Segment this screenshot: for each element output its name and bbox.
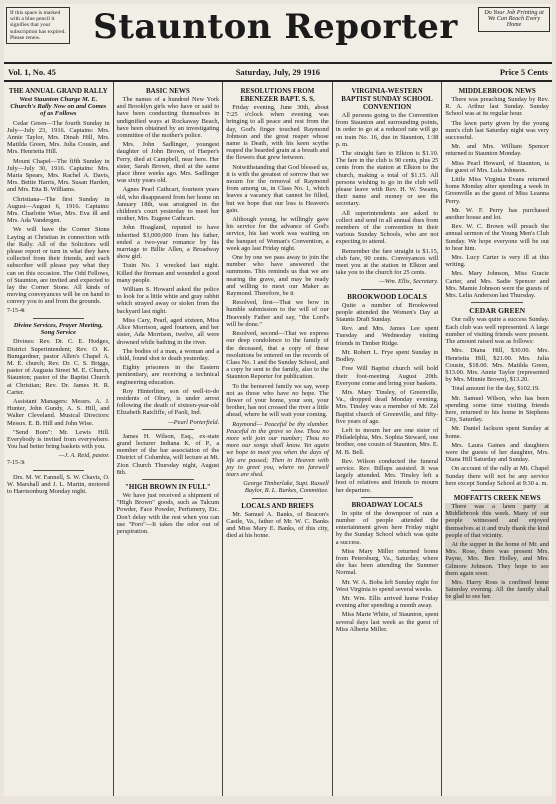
paragraph: Mrs. Mary Tinsley, of Greenville, Va., dropped dead Monday evening. Mrs. Tinsley was a member of Mt. Zel Baptist church of Greenville, and fifty-five years of age. [335, 388, 439, 425]
paragraph: There was preaching Sunday by Rev. R. A. Arthur last Sunday. Sunday School was at its regular hour. [445, 96, 549, 118]
rally-list: Mrs. Diana Hill, $30.00. Mrs. Henrietta Hill, $21.00. Mrs. Julia Cousin, $18.00. Mrs. Matilda Green, $13.00. Mrs. Annie Taylor (represented by Mrs. Minnie Brown), $13.20. [445, 347, 549, 384]
masthead [4, 4, 552, 64]
paragraph: In spite of the downpour of rain a number of people attended the entertainment given here Friday night by the Sunday School which was quite a success. [335, 509, 439, 546]
paragraph: Little Miss Virginia Evans returned home Monday after spending a week in Greenville as the guest of Miss Leanna Perry. [445, 176, 549, 205]
paragraph: The straight fare to Elkton is $1.10. The fare in the club is 90 cents, plus 25 cents from the station at Elkton to the church, making a total of $1.15. All persons wishing to go in the club will please leave with Rev. H. W. Swann, their name and money or see the secretary. [335, 150, 439, 208]
paragraph: Assistant Managers: Messrs. A. J. Hunter, John Gundy, A. S. Hill, and Walter Cleveland. Musical Directors: Messrs. E. B. Hill and John Wise. [7, 397, 110, 427]
paragraph: Roy Hinterliter, son of well-to-do residents of Olney, is under arrest following the death of sixteen-year-old Elizabeth Ratcliffe, of Paoli, Ind. [116, 387, 220, 417]
signature: —Pearl Porterfield. [168, 418, 220, 426]
paragraph: Mr. Daniel Jackson spent Sunday at home. [445, 425, 549, 440]
paragraph: Quite a number of Brookwood people attended the Women's Day at Staunts Draft Sunday. [335, 301, 439, 324]
dateline [4, 64, 552, 82]
paragraph: Divines: Rev. Dr. C. E. Hodges, District Superintendent; Rev. O. K. Bumgardner, pastor Allen's Chapel A. M. E. church; Rev. Dr. C. S. Briggs, pastor of Augusta Street M. E. Church, Staunton; pastor of the Baptist Church at Christian; Rev. Dr. James H. R. Carter. [7, 338, 110, 396]
code-line: 7-15-3t [7, 459, 25, 466]
paragraph: Mr. Samuel A. Banks, of Beacon's Castle, Va., father of Mr. W. C. Banks and Miss Mary E. Banks, of this city, died at his home. [226, 510, 329, 540]
paragraph: Mr. W. A. Boba left Sunday night for West Virginia to spend several weeks. [335, 578, 439, 593]
article-heading: MOFFATTS CREEK NEWS [453, 493, 541, 502]
column-5 [442, 82, 552, 796]
column-1 [4, 82, 114, 796]
paragraph: Rev. and Mrs. James Lee spent Tuesday and Wednesday visiting friends in Timber Ridge. [335, 325, 439, 347]
article-heading: BASIC NEWS [146, 87, 190, 95]
divider [142, 429, 193, 430]
paragraph: Left to mourn her are one sister of Philadelphia, Mrs. Sophia Steward, one brother, one cousin of Staunton, Mrs. E. M. B. Bell. [335, 426, 439, 456]
divider [471, 490, 523, 491]
right-ear-notice: Do Your Job Printing at We Can Reach Every Home [478, 7, 550, 32]
divider [471, 302, 523, 303]
paragraph: Mrs. Mary Johnson, Miss Gracie Carter, and Mrs. Sadie Spencer and Mrs. Mamie Johnson were the guests of Mrs. Lelia Anderson last Thursday. [445, 270, 549, 300]
paragraph: Miss Mary Miller returned home from Petersburg, Va., Saturday, where she has been attending the Summer Normal. [335, 547, 439, 577]
paragraph: James H. Wilson, Esq., ex-state grand lecturer Indiana K. of P., a member of the bar association of the District of Columbia, will lecture at Mt. Zion Church Thursday night, August 8th. [116, 432, 220, 476]
paragraph: There was a lawn party at Middlebrook this week. Many of our people witnessed and enjoyed themselves at it and truly thank the kind people of that vicinity. [445, 502, 549, 539]
paragraph: Cedar Green—The fourth Sunday in July—July 23, 1916. Captains: Mrs. Annie Taylor, Mrs. Dinah Hill, Mrs. Matilda Green, Mrs. Julia Cousin, and Mrs. Henrietta Hill. [7, 119, 110, 156]
article-heading: BROOKWOOD LOCALS [347, 292, 427, 301]
article-heading: LOCALS AND BRIEFS [241, 501, 314, 510]
paragraph: Christiana—The first Sunday in August—August 6, 1916. Captains: Mrs. Charlotte Wise, Mrs. Eva ill and Mrs. Ada Vandergen. [7, 195, 110, 225]
paragraph: Notwithstanding that God blessed us, it is with the greatest of sorrow that we mourn for the removal of Raymond from among us, in Class No. 1, which leaves a vacancy that cannot be filled, but we hope that our loss is Heaven's gain. [226, 163, 329, 214]
poem: Raymond— Peaceful be thy slumber. Peaceful in the grave so low. Thou no more wilt join our number; Thou no more our songs shall know. Yet again we hope to meet you when the days of life are passed; Then in Heaven with joy to greet you, where no farewell tears are shed. [226, 420, 329, 478]
paragraph: John Hoagland, reputed to have inherited $3,000,000 from his father, ended a two-year romance by his marriage to Billie Allen, a Broadway show girl. [116, 224, 220, 261]
article-heading: RESOLUTIONS FROM EBENEZER BAPT. S. S. [240, 87, 315, 103]
paragraph: We have just received a shipment of "High Brown" goods, such as Talcum Powder, Face Powder, Perfumery, Etc. Don't delay with the rest when you can use "Poro"—It takes the odor out of perspiration. [116, 491, 220, 535]
paragraph: Mrs. Laura Gaines and daughters were the guests of her daughter, Mrs. Diana Hill Saturday and Sunday. [445, 441, 549, 464]
paragraph: Rev. Wilson conducted the funeral service. Rev. Billups assisted. It was largely attended. Mrs. Tinsley left a host of relatives and friends to mourn her departure. [335, 457, 439, 494]
left-ear-notice: If this space is marked with a blue pencil it signifies that your subscription has expired. Please renew. [6, 7, 70, 44]
paragraph: Train No. 1 wrecked last night. Killed the fireman and wounded a good many people. [116, 262, 220, 284]
paragraph: Mrs. Lucy Carter is very ill at this writing. [445, 254, 549, 269]
dark-print-block [445, 503, 549, 601]
divider [33, 470, 84, 471]
paragraph: All persons going to the Convention from Staunton and surrounding points, in order to go at a reduced rate will go on train No. 16, due in Staunton, 1:38 p. m. [335, 112, 439, 148]
issue-price: Price 5 Cents [499, 67, 548, 77]
column-4 [333, 82, 443, 796]
paragraph: Total amount for the day, $102.19. [451, 385, 540, 393]
signature: —J. A. Reid, pastor. [58, 452, 110, 460]
newspaper-page [4, 4, 552, 796]
paragraph: Mr. and Mrs. William Spencer returned to Staunton Monday. [445, 143, 549, 158]
code-line: 7-15-4t [7, 307, 25, 314]
paragraph: William S. Howard asked the police to look for a little white and gray rabbit which strayed away or stolen from the backyard last night. [116, 286, 220, 315]
divider [252, 498, 303, 499]
paragraph: Miss Pearl Howard, of Staunton, is the guest of Mrs. Lula Johnson. [445, 159, 549, 174]
paragraph: Mrs. Harry Ross is confined home Saturday evening. All the family shall be glad to see her. [445, 578, 549, 601]
divider [33, 318, 84, 319]
paragraph: Agnes Pearl Cathcart, fourteen years old, who disappeared from her home on January 18th, was arraigned in the children's court yesterday to meet her mother, Mrs. Eugene Cathcart. [116, 186, 220, 223]
paragraph: Miss Cary, Pearl, aged sixteen, Miss Alice Morrison, aged fourteen, and her sister, Ada Morrison, twelve, all were drowned while bathing in the river. [116, 316, 220, 346]
paragraph: Our rally was quite a success Sunday. Each club was well represented. A large number of visiting friends were present. The amount raised was as follows: [445, 316, 549, 346]
paragraph: Friday evening, June 30th, about 7:25 o'clock when evening was bringing to all peace and rest from the day, God's finger touched Raymond Johnson and the great reaper whose name is Death, with his keen scythe reaped the bearded grain at a breath and the flowers that grew between. [226, 104, 329, 162]
paragraph: Mr. Robert L. Frye spent Sunday in Bodley. [335, 348, 439, 364]
article-subheading: West Staunton Charge M. E. Church's Rally Now on and Comes of as Follows [10, 96, 107, 118]
article-heading: "HIGH BROWN IN FULL" [125, 482, 211, 491]
newspaper-title: Staunton Reporter [93, 7, 458, 47]
paragraph: On account of the rally at Mt. Chapel Sunday there will not be any service here except Sunday School at 9:30 a. m. [445, 465, 549, 487]
article-heading: CEDAR GREEN [469, 306, 526, 316]
article-heading: THE ANNUAL GRAND RALLY [8, 87, 108, 95]
article-heading: Divine Services, Prayer Meeting, Song Service [13, 321, 103, 337]
article-heading: MIDDLEBROOK NEWS [458, 87, 536, 95]
paragraph: The names of a hundred New York and Brooklyn girls who have or said to have been conducting themselves in undignified ways at Rockaway Beach, have been obtained by an investigating committee of the mother's police. [116, 96, 220, 140]
paragraph: At the supper in the home of Mr. and Mrs. Rose, there was present Mrs. Payne, Mrs. Ben Holley, and Mrs. Gilmore Johnson. They hope to see them again soon. [445, 540, 549, 577]
paragraph: Rev. W. C. Brown will preach the annual sermon of the Young Men's Club Sunday. We hope everyone will be out to hear him. [445, 223, 549, 252]
divider [142, 479, 193, 480]
paragraph: To the bereaved family we say, weep not as those who have no hope. The flower of your home, your son, your brother, has not crossed the river a little ahead, where he will wait your coming. [226, 382, 329, 419]
paragraph: Resolved, first—That we bow in humble submission to the will of our Heavenly Father and say, "the Lord's will be done." [226, 299, 329, 328]
article-heading: BROADWAY LOCALS [351, 500, 423, 509]
paragraph: "Send Bom": Mr. Lewis Hill. Everybody is invited from everywhere. You had better bring baskets with you. [7, 428, 110, 451]
paragraph: Mount Chapel—The fifth Sunday in July—July 30, 1916. Captains: Mrs. Maria Spears, Mrs. Rachel A. Davis, Mrs. Bettie Harris, Mrs. Susan Harden, and Mrs. Etta B. Williams. [7, 157, 110, 194]
article-heading: VIRGINIA-WESTERN BAPTIST SUNDAY SCHOOL CONVENTION [341, 87, 433, 111]
divider [361, 497, 412, 498]
paragraph: Drs. M. W. Fannell, S. W. Chavis, O. W. Marshall and J. L. Martin, motored to Harrisonburg Monday night. [7, 473, 110, 496]
paragraph: We will have the Corner Stone Laying at Christian in connection with the Rally. All of the Solicitors will please report or turn in what they have collected from their friends, and each subscriber will please pay what they can on this occasion. The Odd Fellows, of Staunton, are invited and expected to lay the Corner Stone. All kinds of moving conveyances will be on hand to convey you to and from the grounds. [7, 226, 110, 306]
signature: —Wm. Ellis, Secretary. [379, 278, 439, 286]
paragraph: All superintendents are asked to collect and send in all annual dues from members of the convention in their various Sunday Schools, who are not expecting to attend. [335, 209, 439, 246]
divider [361, 289, 412, 290]
issue-date: Saturday, July, 29 1916 [235, 67, 320, 77]
paragraph: One by one we pass away to join the number who have answered the summons. This reminds us that we are nearing the grave, and may be ready and willing to meet our Maker as Raymond. Therefore, be it [226, 254, 329, 298]
paragraph: Mr. W. F. Perry has purchased another house and lot. [445, 206, 549, 222]
columns [4, 82, 552, 796]
paragraph: The lawn party given by the young men's club last Saturday night was very successful. [445, 119, 549, 142]
paragraph: Mrs. John Sadlinger, youngest daughter of John Brown, of Harper's Ferry, died at Campbell, near here. Her sister, Sarah Brown, died at the same place three weeks ago. Mrs. Sadlinger was sixty years old. [116, 141, 220, 185]
paragraph: Resolved, second—That we express our deep condolence to the family of the deceased, that a copy of these resolutions be entered on the records of Class No. 1 and the Sunday School, and a copy be sent to the family, also to the Staunton Reporter for publication. [226, 330, 329, 381]
paragraph: The bodies of a man, a woman and a child, found shot to death yesterday. [116, 347, 220, 362]
paragraph: Eighty prisoners in the Eastern penitentiary, are receiving a technical engineering education. [116, 364, 220, 386]
paragraph: Although young, he willingly gave his service for the advance of God's service, his last work was waiting on the banquet of Woman's Convention, a week ago last Friday night. [226, 216, 329, 252]
column-2 [114, 82, 224, 796]
column-3 [223, 82, 333, 796]
paragraph: Free Will Baptist church will hold their foot-meeting August 20th. Everyone come and bring your baskets. [335, 365, 439, 387]
volume-number: Vol. 1, No. 45 [8, 67, 56, 77]
signature: George Timberlake, Supt. Russell Baylor, R. L. Burkes, Committee. [243, 480, 329, 495]
paragraph: Mr. Samuel Wilson, who has been spending some time visiting friends here, returned to his home in Stephens City, Saturday. [445, 394, 549, 424]
paragraph: Mr. Wm. Ellis arrived home Friday evening after spending a month away. [335, 594, 439, 610]
paragraph: Miss Marie White, of Staunton, spent several days last week as the guest of Miss Alberta Miller. [335, 611, 439, 633]
paragraph: Remember the fare straight is $1.15, club fare, 90 cents. Conveyances will meet you at the station in Elkton and take you to the church for 25 cents. [335, 247, 439, 277]
